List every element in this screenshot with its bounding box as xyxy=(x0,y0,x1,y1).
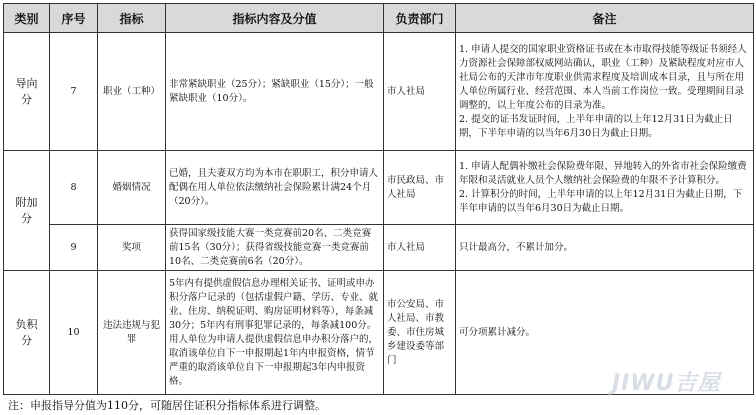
note-line: 2. 计算积分的时间，上半年申请的以上年12月31日为截止日期，下半年申请的以当年6月30日为截止日期。 xyxy=(459,188,743,214)
row-number: 9 xyxy=(50,225,98,271)
header-department: 负责部门 xyxy=(384,4,456,33)
header-content: 指标内容及分值 xyxy=(166,4,384,33)
row-department: 市人社局 xyxy=(384,33,456,151)
row-indicator: 婚姻情况 xyxy=(98,151,166,225)
points-table xyxy=(3,3,754,395)
note-line: 2. 提交的证书发证时间，上半年申请的以上年12月31日为截止日期，下半年申请的以当年6月30日为截止日期。 xyxy=(459,113,733,139)
note-line: 只计最高分，不累计加分。 xyxy=(459,241,574,253)
row-department: 市民政局、市人社局 xyxy=(384,151,456,225)
row-department: 市公安局、市人社局、市教委、市住房城乡建设委等部门 xyxy=(384,271,456,395)
row-content: 获得国家级技能大赛一类竞赛前20名、二类竞赛前15名（30分）；获得省级技能竞赛一类竞赛前10名、二类竞赛前6名（20分）。 xyxy=(166,225,384,271)
table-row xyxy=(4,33,754,151)
row-category: 附加分 xyxy=(4,151,50,271)
row-indicator: 职业（工种） xyxy=(98,33,166,151)
row-number: 8 xyxy=(50,151,98,225)
header-category: 类别 xyxy=(4,4,50,33)
table-footnote: 注：申报指导分值为110分，可随居住证积分指标体系进行调整。 xyxy=(8,399,326,412)
table-row xyxy=(4,225,754,271)
note-line: 可分项累计减分。 xyxy=(459,326,536,338)
row-content: 已婚，且夫妻双方均为本市在职职工，积分申请人配偶在用人单位依法缴纳社会保险累计满24个月（20分）。 xyxy=(166,151,384,225)
row-notes xyxy=(456,33,754,151)
row-category: 导向分 xyxy=(4,33,50,151)
row-content: 5年内有提供虚假信息办理相关证书、证明或申办积分落户记录的（包括虚假户籍、学历、专业、就业、住房、纳税证明、购房证明材料等），每条减30分；5年内有刑事犯罪记录的，每条减100分。用人单位为申请人提供虚假信息申办积分落户的，取消该单位自下一申报期起1年内申报资格，情节严重的取消该单位自下一申报期起3年内申报资格。 xyxy=(166,271,384,395)
table-header-row xyxy=(4,4,754,33)
header-indicator: 指标 xyxy=(98,4,166,33)
row-content: 非常紧缺职业（25分）；紧缺职业（15分）；一般紧缺职业（10分）。 xyxy=(166,33,384,151)
note-line: 1. 申请人配偶补缴社会保险费年限、异地转入的外省市社会保险缴费年限和灵活就业人员个人缴纳社会保险费的年限不予计算积分。 xyxy=(459,160,747,186)
row-indicator: 奖项 xyxy=(98,225,166,271)
row-department: 市人社局 xyxy=(384,225,456,271)
row-category: 负积分 xyxy=(4,271,50,395)
row-indicator: 违法违规与犯罪 xyxy=(98,271,166,395)
row-notes xyxy=(456,225,754,271)
row-number: 10 xyxy=(50,271,98,395)
note-line: 1. 申请人提交的国家职业资格证书或在本市取得技能等级证书须经人力资源社会保障部权威网站确认，职业（工种）及紧缺程度对应市人社局公布的天津市年度职业供需求程度及培训成本目录，且与所在用人单位所属行业、经营范围、本人当前工作岗位一致。受理期间目录调整的，以上年度公布的目录为准。 xyxy=(459,43,747,111)
row-number: 7 xyxy=(50,33,98,151)
header-number: 序号 xyxy=(50,4,98,33)
row-notes xyxy=(456,151,754,225)
header-notes: 备注 xyxy=(456,4,754,33)
table-row xyxy=(4,151,754,225)
watermark-logo: JIWU吉屋 xyxy=(612,371,721,396)
